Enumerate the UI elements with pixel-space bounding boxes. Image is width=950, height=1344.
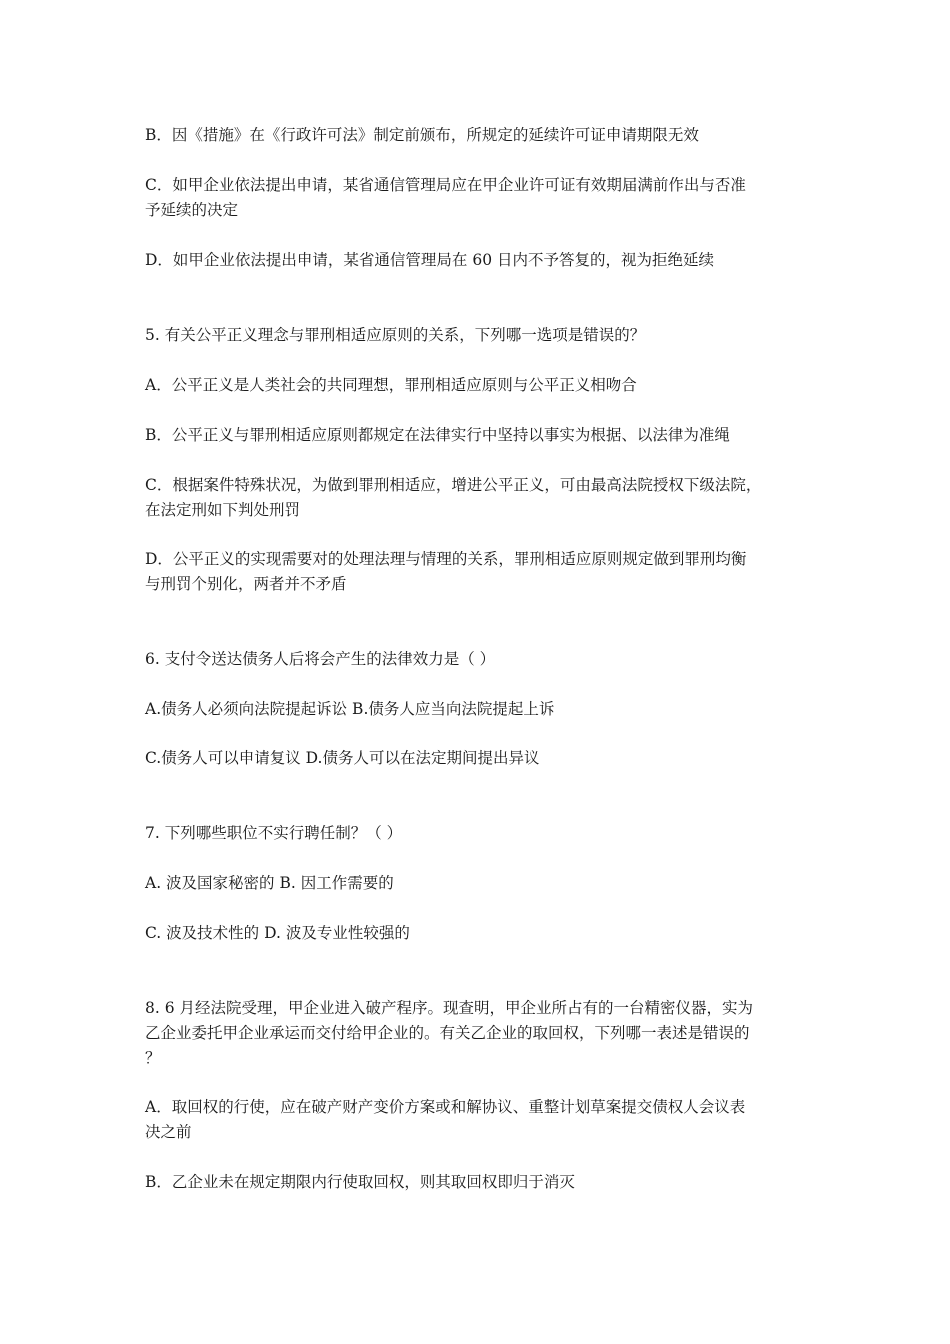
text-line: 决之前: [145, 1123, 192, 1141]
options-6ab: [145, 697, 810, 722]
text-line: B．公平正义与罪刑相适应原则都规定在法律实行中坚持以事实为根据、以法律为准绳: [145, 426, 730, 444]
option-4b: [145, 123, 810, 148]
question-6: [145, 647, 810, 672]
text-line: B．因《措施》在《行政许可法》制定前颁布，所规定的延续许可证申请期限无效: [145, 126, 699, 144]
text-line: C.债务人可以申请复议 D.债务人可以在法定期间提出异议: [145, 749, 540, 767]
text-line: A．取回权的行使，应在破产财产变价方案或和解协议、重整计划草案提交债权人会议表: [145, 1098, 746, 1116]
option-5b: [145, 423, 810, 448]
options-6cd: [145, 746, 810, 771]
text-line: A．公平正义是人类社会的共同理想，罪刑相适应原则与公平正义相吻合: [145, 376, 637, 394]
text-line: 在法定刑如下判处刑罚: [145, 501, 301, 519]
question-8: [145, 996, 810, 1071]
option-8a: [145, 1095, 810, 1145]
option-5a: [145, 373, 810, 398]
text-line: ？: [145, 1049, 161, 1067]
text-line: A. 波及国家秘密的 B. 因工作需要的: [145, 874, 394, 892]
question-7: [145, 821, 810, 846]
option-4c: [145, 173, 810, 223]
text-line: 与刑罚个别化，两者并不矛盾: [145, 575, 347, 593]
options-7cd: [145, 921, 810, 946]
text-line: 8. 6 月经法院受理，甲企业进入破产程序。现查明，甲企业所占有的一台精密仪器，实为: [145, 999, 754, 1017]
option-4d: [145, 248, 810, 273]
option-5d: [145, 547, 810, 597]
options-7ab: [145, 871, 810, 896]
text-line: 乙企业委托甲企业承运而交付给甲企业的。有关乙企业的取回权，下列哪一表述是错误的: [145, 1024, 750, 1042]
option-8b: [145, 1170, 810, 1195]
text-line: D．公平正义的实现需要对的处理法理与情理的关系，罪刑相适应原则规定做到罪刑均衡: [145, 550, 747, 568]
text-line: D．如甲企业依法提出申请，某省通信管理局在 60 日内不予答复的，视为拒绝延续: [145, 251, 715, 269]
text-line: B．乙企业未在规定期限内行使取回权，则其取回权即归于消灭: [145, 1173, 575, 1191]
text-line: A.债务人必须向法院提起诉讼 B.债务人应当向法院提起上诉: [145, 700, 555, 718]
text-line: 5. 有关公平正义理念与罪刑相适应原则的关系，下列哪一选项是错误的？: [145, 326, 646, 344]
text-line: C．如甲企业依法提出申请，某省通信管理局应在甲企业许可证有效期届满前作出与否准: [145, 176, 746, 194]
text-line: C．根据案件特殊状况，为做到罪刑相适应，增进公平正义，可由最高法院授权下级法院，: [145, 476, 762, 494]
text-line: 予延续的决定: [145, 201, 239, 219]
option-5c: [145, 473, 810, 523]
text-line: C. 波及技术性的 D. 波及专业性较强的: [145, 924, 410, 942]
text-line: 7. 下列哪些职位不实行聘任制？（ ）: [145, 824, 403, 842]
text-line: 6. 支付令送达债务人后将会产生的法律效力是（ ）: [145, 650, 496, 668]
question-5: [145, 323, 810, 348]
